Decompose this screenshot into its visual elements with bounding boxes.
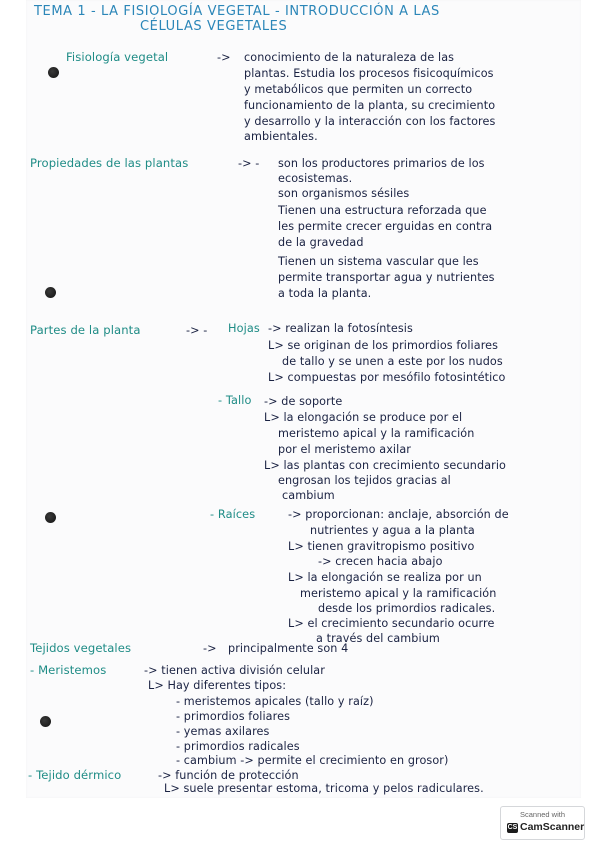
binder-hole <box>45 287 56 298</box>
note-line: -> realizan la fotosíntesis <box>268 322 413 335</box>
camscanner-badge <box>500 806 585 840</box>
arrow-propiedades: -> - <box>238 157 260 170</box>
note-line: L> compuestas por mesófilo fotosintético <box>268 371 506 384</box>
list-item: a toda la planta. <box>278 287 372 300</box>
heading-tejido-dermico: - Tejido dérmico <box>28 768 122 782</box>
note-line: desde los primordios radicales. <box>318 602 496 615</box>
heading-tejidos: Tejidos vegetales <box>30 641 132 655</box>
subheading-raices: - Raíces <box>210 508 256 521</box>
list-item: les permite crecer erguidas en contra <box>278 220 493 233</box>
note-line: L> se originan de los primordios foliares <box>268 339 499 352</box>
note-line: engrosan los tejidos gracias al <box>278 474 451 487</box>
note-line: L> las plantas con crecimiento secundario <box>264 459 507 472</box>
heading-partes: Partes de la planta <box>30 323 141 337</box>
binder-hole <box>48 67 59 78</box>
note-line: cambium <box>282 489 335 502</box>
note-line: - meristemos apicales (tallo y raíz) <box>176 695 374 708</box>
note-line: L> Hay diferentes tipos: <box>148 679 287 692</box>
arrow-partes: -> - <box>186 324 208 337</box>
list-item: son los productores primarios de los <box>278 157 485 170</box>
note-line: plantas. Estudia los procesos fisicoquímicos <box>244 67 494 80</box>
tejidos-note: principalmente son 4 <box>228 642 349 655</box>
arrow-tejidos: -> <box>203 642 217 655</box>
note-line: -> proporcionan: anclaje, absorción de <box>288 508 509 521</box>
arrow-fisiologia: -> <box>217 51 231 64</box>
note-line: L> suele presentar estoma, tricoma y pelos radiculares. <box>164 782 484 795</box>
note-line: y metabólicos que permiten un correcto <box>244 83 473 96</box>
list-item: Tienen una estructura reforzada que <box>278 204 487 217</box>
note-line: - yemas axilares <box>176 725 270 738</box>
note-line: meristemo apical y la ramificación <box>300 587 497 600</box>
note-line: -> de soporte <box>264 395 343 408</box>
note-line: ambientales. <box>244 130 318 143</box>
note-line: L> tienen gravitropismo positivo <box>288 540 475 553</box>
list-item: son organismos sésiles <box>278 187 410 200</box>
note-line: L> la elongación se produce por el <box>264 411 463 424</box>
note-line: - primordios radicales <box>176 740 300 753</box>
heading-propiedades: Propiedades de las plantas <box>30 156 189 170</box>
note-line: -> función de protección <box>158 769 299 782</box>
note-line: L> el crecimiento secundario ocurre <box>288 617 495 630</box>
note-line: nutrientes y agua a la planta <box>310 524 475 537</box>
list-item: de la gravedad <box>278 236 364 249</box>
note-line: -> crecen hacia abajo <box>318 555 443 568</box>
camscanner-logo-icon: CS <box>507 824 518 831</box>
subheading-tallo: - Tallo <box>218 394 252 407</box>
heading-fisiologia: Fisiología vegetal <box>66 50 169 64</box>
list-item: permite transportar agua y nutrientes <box>278 271 495 284</box>
note-line: -> tienen activa división celular <box>144 664 325 677</box>
note-line: - primordios foliares <box>176 710 291 723</box>
binder-hole <box>45 512 56 523</box>
note-line: y desarrollo y la interacción con los factores <box>244 115 496 128</box>
note-line: conocimiento de la naturaleza de las <box>244 51 455 64</box>
note-line: - cambium -> permite el crecimiento en grosor) <box>176 754 449 767</box>
heading-meristemos: - Meristemos <box>30 663 107 677</box>
scanned-with-label: Scanned with <box>519 810 566 819</box>
binder-hole <box>40 716 51 727</box>
note-line: meristemo apical y la ramificación <box>278 427 475 440</box>
list-item: ecosistemas. <box>278 172 353 185</box>
note-line: a través del cambium <box>316 632 440 645</box>
note-line: L> la elongación se realiza por un <box>288 571 482 584</box>
page-subtitle: CÉLULAS VEGETALES <box>140 19 288 34</box>
note-line: por el meristemo axilar <box>278 443 411 456</box>
note-line: funcionamiento de la planta, su crecimiento <box>244 99 496 112</box>
camscanner-brand: CamScanner <box>520 821 585 833</box>
list-item: Tienen un sistema vascular que les <box>278 255 479 268</box>
page-title: TEMA 1 - LA FISIOLOGÍA VEGETAL - INTRODUCCIÓN A LAS <box>34 4 440 19</box>
subheading-hojas: Hojas <box>228 322 260 335</box>
note-line: de tallo y se unen a este por los nudos <box>282 355 503 368</box>
